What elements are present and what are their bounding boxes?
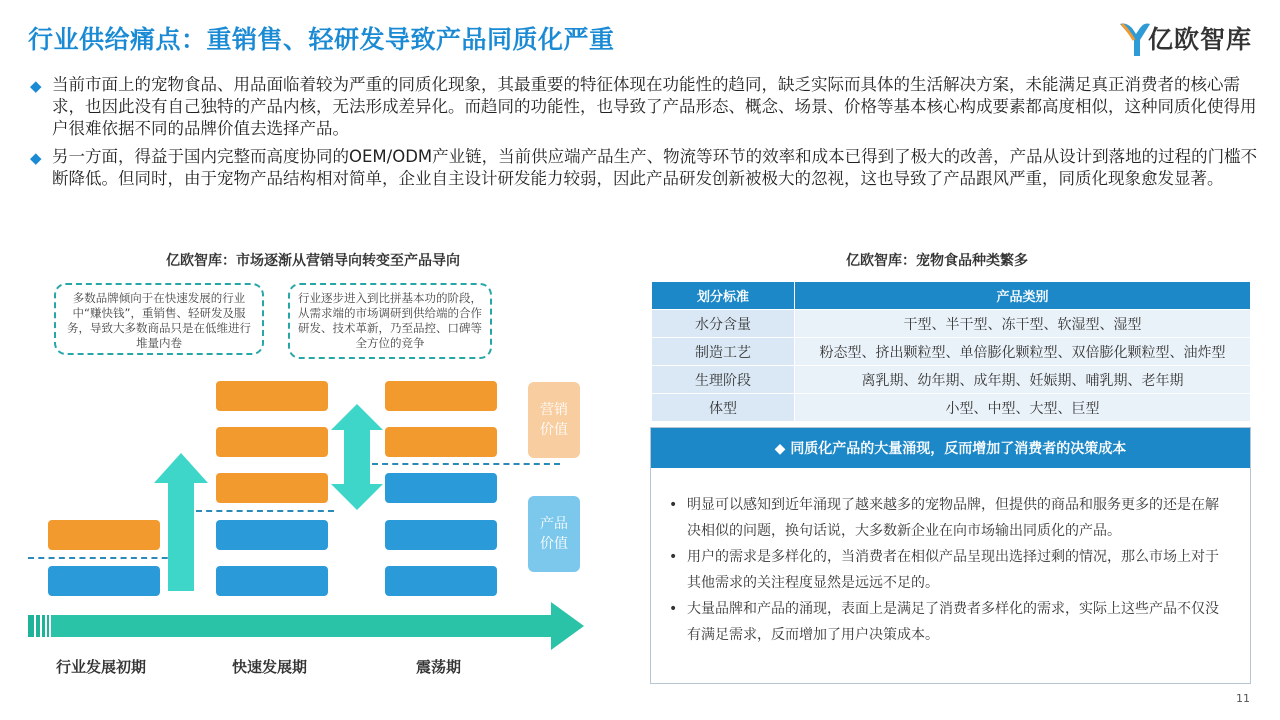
bullet-dot-icon: • bbox=[669, 497, 678, 513]
up-arrow-icon bbox=[154, 453, 208, 591]
table-row bbox=[652, 366, 1251, 394]
table-header-cell: 划分标准 bbox=[652, 282, 795, 310]
table-header-row bbox=[652, 282, 1251, 310]
bar-product-stage3 bbox=[385, 566, 497, 596]
stage-label-early: 行业发展初期 bbox=[56, 658, 147, 676]
bar-marketing-stage2 bbox=[216, 473, 328, 503]
bar-product-stage2 bbox=[216, 566, 328, 596]
level-line-stage2 bbox=[196, 510, 334, 512]
bullet-text: 另一方面，得益于国内完整而高度协同的OEM/ODM产业链，当前供应端产品生产、物流等环节的效率和成本已得到了极大的改善，产品从设计到落地的过程的门槛不断降低。但同时，由于宠物产品结构相对简单，企业自主设计研发能力较弱，因此产品研发创新被极大的忽视，这也导致了产品跟风严重，同质化现象愈发显著。 bbox=[52, 147, 1258, 188]
table-cell: 小型、中型、大型、巨型 bbox=[795, 394, 1251, 422]
insight-panel bbox=[650, 427, 1251, 684]
bar-product-stage2 bbox=[216, 520, 328, 550]
left-figure-title: 亿欧智库：市场逐渐从营销导向转变至产品导向 bbox=[166, 253, 460, 269]
bar-product-stage3 bbox=[385, 473, 497, 503]
table-cell: 离乳期、幼年期、成年期、妊娠期、哺乳期、老年期 bbox=[795, 366, 1251, 394]
timeline-arrow-icon bbox=[28, 600, 584, 652]
table-cell: 生理阶段 bbox=[652, 366, 795, 394]
diamond-bullet-icon: ◆ bbox=[30, 149, 42, 167]
right-table-title: 亿欧智库：宠物食品种类繁多 bbox=[846, 253, 1028, 269]
list-item bbox=[669, 544, 1230, 596]
panel-heading: ◆ 同质化产品的大量涌现，反而增加了消费者的决策成本 bbox=[651, 428, 1250, 468]
panel-list bbox=[651, 468, 1250, 648]
diamond-bullet-icon: ◆ bbox=[30, 77, 42, 95]
bullet-list bbox=[30, 74, 1258, 196]
product-value-label bbox=[528, 496, 580, 572]
bar-marketing-stage3 bbox=[385, 427, 497, 457]
bullet-dot-icon: • bbox=[669, 549, 678, 565]
list-item-text: 明显可以感知到近年涌现了越来越多的宠物品牌，但提供的商品和服务更多的还是在解决相似的问题，换句话说，大多数新企业在向市场输出同质化的产品。 bbox=[687, 497, 1219, 539]
double-arrow-icon bbox=[331, 404, 383, 510]
table-cell: 干型、半干型、冻干型、软湿型、湿型 bbox=[795, 310, 1251, 338]
bar-marketing-stage2 bbox=[216, 427, 328, 457]
pet-food-category-table bbox=[651, 281, 1251, 422]
product-value-text: 产品价值 bbox=[540, 516, 568, 552]
stage-label-shakeout: 震荡期 bbox=[416, 658, 462, 676]
table-row bbox=[652, 310, 1251, 338]
table-cell: 体型 bbox=[652, 394, 795, 422]
logo-text: 亿欧智库 bbox=[1148, 25, 1253, 54]
marketing-value-text: 营销价值 bbox=[540, 402, 568, 438]
level-line-stage3 bbox=[372, 463, 560, 465]
bullet-text: 当前市面上的宠物食品、用品面临着较为严重的同质化现象，其最重要的特征体现在功能性的趋同，缺乏实际而具体的生活解决方案，未能满足真正消费者的核心需求，也因此没有自己独特的产品内核，无法形成差异化。而趋同的功能性，也导致了产品形态、概念、场景、价格等基本核心构成要素都高度相似，这种同质化使得用户很难依据不同的品牌价值去选择产品。 bbox=[52, 75, 1257, 138]
page-title: 行业供给痛点：重销售、轻研发导致产品同质化严重 bbox=[28, 25, 615, 54]
bar-marketing-stage3 bbox=[385, 381, 497, 411]
list-item bbox=[669, 492, 1230, 544]
stage-label-rapid: 快速发展期 bbox=[232, 658, 308, 676]
bullet-dot-icon: • bbox=[669, 601, 678, 617]
list-item-text: 用户的需求是多样化的，当消费者在相似产品呈现出选择过剩的情况，那么市场上对于其他需求的关注程度显然是远远不足的。 bbox=[687, 549, 1219, 591]
page-number: 11 bbox=[1236, 692, 1250, 705]
table-header-cell: 产品类别 bbox=[795, 282, 1251, 310]
bar-marketing-stage1 bbox=[48, 520, 160, 550]
callout-left: 多数品牌倾向于在快速发展的行业中“赚快钱”，重销售、轻研发及服务，导致大多数商品只是在低维进行堆量内卷 bbox=[54, 283, 264, 355]
table-row bbox=[652, 338, 1251, 366]
bar-product-stage1 bbox=[48, 566, 160, 596]
bullet-item bbox=[30, 74, 1258, 140]
list-item bbox=[669, 596, 1230, 648]
table-cell: 水分含量 bbox=[652, 310, 795, 338]
bar-marketing-stage2 bbox=[216, 381, 328, 411]
bar-product-stage3 bbox=[385, 520, 497, 550]
marketing-value-label bbox=[528, 382, 580, 458]
bullet-item bbox=[30, 146, 1258, 190]
callout-right: 行业逐步进入到比拼基本功的阶段，从需求端的市场调研到供给端的合作研发、技术革新，乃至品控、口碑等全方位的竞争 bbox=[288, 283, 492, 359]
table-cell: 粉态型、挤出颗粒型、单倍膨化颗粒型、双倍膨化颗粒型、油炸型 bbox=[795, 338, 1251, 366]
table-row bbox=[652, 394, 1251, 422]
table-cell: 制造工艺 bbox=[652, 338, 795, 366]
list-item-text: 大量品牌和产品的涌现，表面上是满足了消费者多样化的需求，实际上这些产品不仅没有满足需求，反而增加了用户决策成本。 bbox=[687, 601, 1219, 643]
